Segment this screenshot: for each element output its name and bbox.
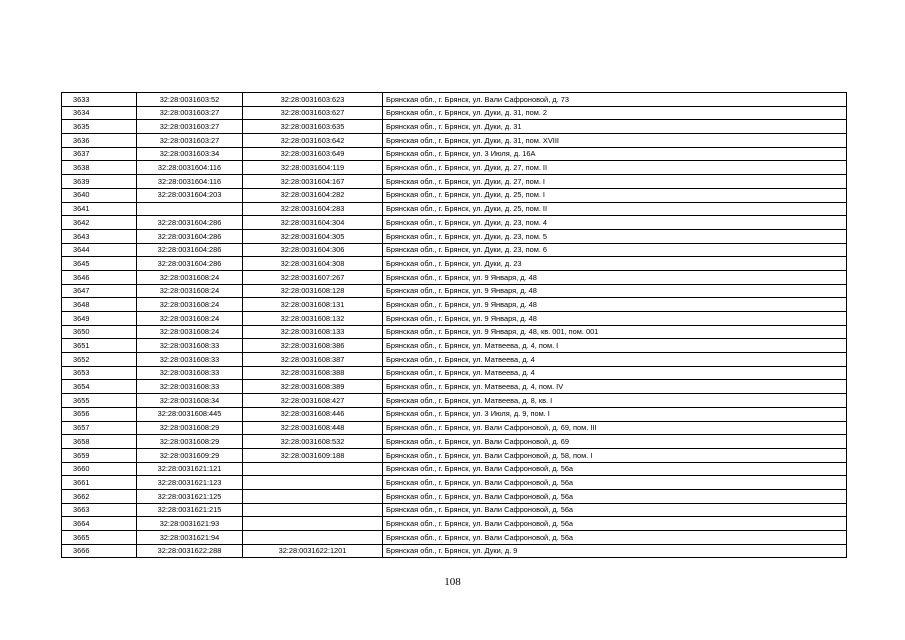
cadastral-number-parcel-cell: 32:28:0031603:27 (137, 106, 243, 120)
table-row (62, 120, 847, 134)
address-cell: Брянская обл., г. Брянск, ул. 9 Января, д. 48 (383, 270, 847, 284)
address-cell: Брянская обл., г. Брянск, ул. 9 Января, д. 48, кв. 001, пом. 001 (383, 325, 847, 339)
cadastral-number-object-cell: 32:28:0031603:623 (243, 93, 383, 107)
row-number-cell: 3654 (62, 380, 137, 394)
cadastral-number-parcel-cell: 32:28:0031608:33 (137, 353, 243, 367)
cadastral-number-parcel-cell: 32:28:0031608:24 (137, 270, 243, 284)
row-number-cell: 3636 (62, 134, 137, 148)
row-number-cell: 3646 (62, 270, 137, 284)
cadastral-number-object-cell: 32:28:0031608:427 (243, 394, 383, 408)
table-row (62, 298, 847, 312)
cadastral-number-parcel-cell: 32:28:0031621:125 (137, 489, 243, 503)
cadastral-number-parcel-cell: 32:28:0031604:286 (137, 243, 243, 257)
table-row (62, 366, 847, 380)
cadastral-number-object-cell: 32:28:0031604:306 (243, 243, 383, 257)
cadastral-number-parcel-cell (137, 202, 243, 216)
address-cell: Брянская обл., г. Брянск, ул. Дуки, д. 25, пом. II (383, 202, 847, 216)
table-row (62, 270, 847, 284)
table-row (62, 257, 847, 271)
cadastral-number-object-cell (243, 489, 383, 503)
cadastral-number-object-cell: 32:28:0031609:188 (243, 448, 383, 462)
cadastral-number-object-cell: 32:28:0031608:388 (243, 366, 383, 380)
row-number-cell: 3643 (62, 229, 137, 243)
row-number-cell: 3662 (62, 489, 137, 503)
row-number-cell: 3648 (62, 298, 137, 312)
cadastral-number-parcel-cell: 32:28:0031604:116 (137, 161, 243, 175)
cadastral-number-parcel-cell: 32:28:0031608:33 (137, 366, 243, 380)
table-row (62, 175, 847, 189)
cadastral-number-object-cell: 32:28:0031622:1201 (243, 544, 383, 558)
row-number-cell: 3665 (62, 531, 137, 545)
cadastral-number-object-cell: 32:28:0031604:304 (243, 216, 383, 230)
cadastral-number-parcel-cell: 32:28:0031621:215 (137, 503, 243, 517)
row-number-cell: 3660 (62, 462, 137, 476)
row-number-cell: 3657 (62, 421, 137, 435)
table-row (62, 435, 847, 449)
address-cell: Брянская обл., г. Брянск, ул. Вали Сафроновой, д. 69 (383, 435, 847, 449)
row-number-cell: 3653 (62, 366, 137, 380)
row-number-cell: 3656 (62, 407, 137, 421)
row-number-cell: 3659 (62, 448, 137, 462)
table-row (62, 134, 847, 148)
cadastral-number-parcel-cell: 32:28:0031604:286 (137, 257, 243, 271)
row-number-cell: 3666 (62, 544, 137, 558)
table-row (62, 325, 847, 339)
row-number-cell: 3639 (62, 175, 137, 189)
cadastral-number-object-cell: 32:28:0031604:283 (243, 202, 383, 216)
row-number-cell: 3633 (62, 93, 137, 107)
cadastral-number-parcel-cell: 32:28:0031622:288 (137, 544, 243, 558)
table-row (62, 462, 847, 476)
cadastral-number-parcel-cell: 32:28:0031608:29 (137, 421, 243, 435)
cadastral-number-parcel-cell: 32:28:0031608:33 (137, 339, 243, 353)
registry-body (62, 93, 847, 558)
cadastral-number-object-cell: 32:28:0031607:267 (243, 270, 383, 284)
table-row (62, 188, 847, 202)
cadastral-number-object-cell: 32:28:0031608:532 (243, 435, 383, 449)
row-number-cell: 3635 (62, 120, 137, 134)
address-cell: Брянская обл., г. Брянск, ул. Вали Сафроновой, д. 58, пом. I (383, 448, 847, 462)
address-cell: Брянская обл., г. Брянск, ул. Дуки, д. 23, пом. 5 (383, 229, 847, 243)
cadastral-number-parcel-cell: 32:28:0031604:116 (137, 175, 243, 189)
cadastral-number-parcel-cell: 32:28:0031604:203 (137, 188, 243, 202)
cadastral-number-parcel-cell: 32:28:0031621:94 (137, 531, 243, 545)
table-row (62, 339, 847, 353)
table-row (62, 489, 847, 503)
address-cell: Брянская обл., г. Брянск, ул. Дуки, д. 27, пом. II (383, 161, 847, 175)
table-row (62, 161, 847, 175)
row-number-cell: 3663 (62, 503, 137, 517)
address-cell: Брянская обл., г. Брянск, ул. Вали Сафроновой, д. 56а (383, 489, 847, 503)
cadastral-number-object-cell: 32:28:0031608:386 (243, 339, 383, 353)
address-cell: Брянская обл., г. Брянск, ул. Дуки, д. 31 (383, 120, 847, 134)
cadastral-number-parcel-cell: 32:28:0031608:24 (137, 325, 243, 339)
address-cell: Брянская обл., г. Брянск, ул. Матвеева, д. 4, пом. IV (383, 380, 847, 394)
cadastral-number-object-cell: 32:28:0031604:119 (243, 161, 383, 175)
cadastral-number-object-cell: 32:28:0031608:133 (243, 325, 383, 339)
row-number-cell: 3641 (62, 202, 137, 216)
address-cell: Брянская обл., г. Брянск, ул. Дуки, д. 25, пом. I (383, 188, 847, 202)
table-row (62, 353, 847, 367)
address-cell: Брянская обл., г. Брянск, ул. 9 Января, д. 48 (383, 312, 847, 326)
cadastral-number-parcel-cell: 32:28:0031621:123 (137, 476, 243, 490)
cadastral-number-object-cell: 32:28:0031608:128 (243, 284, 383, 298)
address-cell: Брянская обл., г. Брянск, ул. 3 Июля, д. 9, пом. I (383, 407, 847, 421)
cadastral-number-object-cell: 32:28:0031608:131 (243, 298, 383, 312)
cadastral-number-object-cell: 32:28:0031603:635 (243, 120, 383, 134)
address-cell: Брянская обл., г. Брянск, ул. 3 Июля, д. 16А (383, 147, 847, 161)
address-cell: Брянская обл., г. Брянск, ул. Матвеева, д. 8, кв. I (383, 394, 847, 408)
cadastral-number-object-cell: 32:28:0031608:132 (243, 312, 383, 326)
row-number-cell: 3644 (62, 243, 137, 257)
cadastral-number-object-cell: 32:28:0031608:446 (243, 407, 383, 421)
cadastral-number-object-cell: 32:28:0031604:282 (243, 188, 383, 202)
table-row (62, 147, 847, 161)
cadastral-number-parcel-cell: 32:28:0031608:445 (137, 407, 243, 421)
table-row (62, 93, 847, 107)
address-cell: Брянская обл., г. Брянск, ул. Вали Сафроновой, д. 56а (383, 503, 847, 517)
cadastral-number-object-cell: 32:28:0031604:308 (243, 257, 383, 271)
row-number-cell: 3637 (62, 147, 137, 161)
address-cell: Брянская обл., г. Брянск, ул. Дуки, д. 27, пом. I (383, 175, 847, 189)
cadastral-number-object-cell (243, 517, 383, 531)
cadastral-number-parcel-cell: 32:28:0031621:93 (137, 517, 243, 531)
cadastral-number-object-cell (243, 462, 383, 476)
table-row (62, 216, 847, 230)
row-number-cell: 3658 (62, 435, 137, 449)
cadastral-number-parcel-cell: 32:28:0031603:27 (137, 120, 243, 134)
cadastral-number-object-cell (243, 503, 383, 517)
cadastral-number-parcel-cell: 32:28:0031604:286 (137, 229, 243, 243)
cadastral-number-object-cell: 32:28:0031608:387 (243, 353, 383, 367)
cadastral-number-parcel-cell: 32:28:0031604:286 (137, 216, 243, 230)
row-number-cell: 3649 (62, 312, 137, 326)
cadastral-number-object-cell (243, 531, 383, 545)
row-number-cell: 3647 (62, 284, 137, 298)
table-row (62, 544, 847, 558)
cadastral-number-object-cell: 32:28:0031608:389 (243, 380, 383, 394)
address-cell: Брянская обл., г. Брянск, ул. Дуки, д. 23, пом. 4 (383, 216, 847, 230)
cadastral-number-parcel-cell: 32:28:0031608:24 (137, 284, 243, 298)
address-cell: Брянская обл., г. Брянск, ул. Матвеева, д. 4, пом. I (383, 339, 847, 353)
address-cell: Брянская обл., г. Брянск, ул. 9 Января, д. 48 (383, 298, 847, 312)
table-row (62, 106, 847, 120)
row-number-cell: 3645 (62, 257, 137, 271)
cadastral-number-object-cell (243, 476, 383, 490)
table-row (62, 312, 847, 326)
table-row (62, 476, 847, 490)
address-cell: Брянская обл., г. Брянск, ул. Вали Сафроновой, д. 56а (383, 476, 847, 490)
row-number-cell: 3661 (62, 476, 137, 490)
cadastral-number-object-cell: 32:28:0031604:167 (243, 175, 383, 189)
cadastral-number-parcel-cell: 32:28:0031608:33 (137, 380, 243, 394)
table-row (62, 380, 847, 394)
row-number-cell: 3651 (62, 339, 137, 353)
page-number: 108 (444, 576, 461, 588)
table-row (62, 503, 847, 517)
address-cell: Брянская обл., г. Брянск, ул. Дуки, д. 9 (383, 544, 847, 558)
address-cell: Брянская обл., г. Брянск, ул. Матвеева, д. 4 (383, 366, 847, 380)
table-row (62, 243, 847, 257)
row-number-cell: 3655 (62, 394, 137, 408)
cadastral-number-parcel-cell: 32:28:0031621:121 (137, 462, 243, 476)
registry-table (61, 92, 847, 558)
address-cell: Брянская обл., г. Брянск, ул. Вали Сафроновой, д. 73 (383, 93, 847, 107)
table-row (62, 517, 847, 531)
address-cell: Брянская обл., г. Брянск, ул. Вали Сафроновой, д. 69, пом. III (383, 421, 847, 435)
table-row (62, 421, 847, 435)
table-row (62, 448, 847, 462)
address-cell: Брянская обл., г. Брянск, ул. Вали Сафроновой, д. 56а (383, 462, 847, 476)
cadastral-number-parcel-cell: 32:28:0031608:24 (137, 298, 243, 312)
address-cell: Брянская обл., г. Брянск, ул. Вали Сафроновой, д. 56а (383, 531, 847, 545)
cadastral-number-parcel-cell: 32:28:0031603:34 (137, 147, 243, 161)
cadastral-number-object-cell: 32:28:0031608:448 (243, 421, 383, 435)
address-cell: Брянская обл., г. Брянск, ул. Дуки, д. 31, пом. 2 (383, 106, 847, 120)
row-number-cell: 3642 (62, 216, 137, 230)
cadastral-number-parcel-cell: 32:28:0031603:27 (137, 134, 243, 148)
cadastral-number-object-cell: 32:28:0031603:642 (243, 134, 383, 148)
cadastral-number-object-cell: 32:28:0031603:627 (243, 106, 383, 120)
address-cell: Брянская обл., г. Брянск, ул. Матвеева, д. 4 (383, 353, 847, 367)
cadastral-number-parcel-cell: 32:28:0031609:29 (137, 448, 243, 462)
address-cell: Брянская обл., г. Брянск, ул. Вали Сафроновой, д. 56а (383, 517, 847, 531)
table-row (62, 394, 847, 408)
table-row (62, 531, 847, 545)
cadastral-number-parcel-cell: 32:28:0031608:34 (137, 394, 243, 408)
row-number-cell: 3650 (62, 325, 137, 339)
address-cell: Брянская обл., г. Брянск, ул. Дуки, д. 23, пом. 6 (383, 243, 847, 257)
table-row (62, 229, 847, 243)
cadastral-number-parcel-cell: 32:28:0031603:52 (137, 93, 243, 107)
cadastral-number-object-cell: 32:28:0031603:649 (243, 147, 383, 161)
cadastral-number-parcel-cell: 32:28:0031608:29 (137, 435, 243, 449)
row-number-cell: 3652 (62, 353, 137, 367)
row-number-cell: 3640 (62, 188, 137, 202)
cadastral-number-object-cell: 32:28:0031604:305 (243, 229, 383, 243)
table-row (62, 407, 847, 421)
table-row (62, 202, 847, 216)
row-number-cell: 3638 (62, 161, 137, 175)
address-cell: Брянская обл., г. Брянск, ул. Дуки, д. 31, пом. XVIII (383, 134, 847, 148)
address-cell: Брянская обл., г. Брянск, ул. 9 Января, д. 48 (383, 284, 847, 298)
row-number-cell: 3634 (62, 106, 137, 120)
table-row (62, 284, 847, 298)
cadastral-number-parcel-cell: 32:28:0031608:24 (137, 312, 243, 326)
address-cell: Брянская обл., г. Брянск, ул. Дуки, д. 23 (383, 257, 847, 271)
row-number-cell: 3664 (62, 517, 137, 531)
